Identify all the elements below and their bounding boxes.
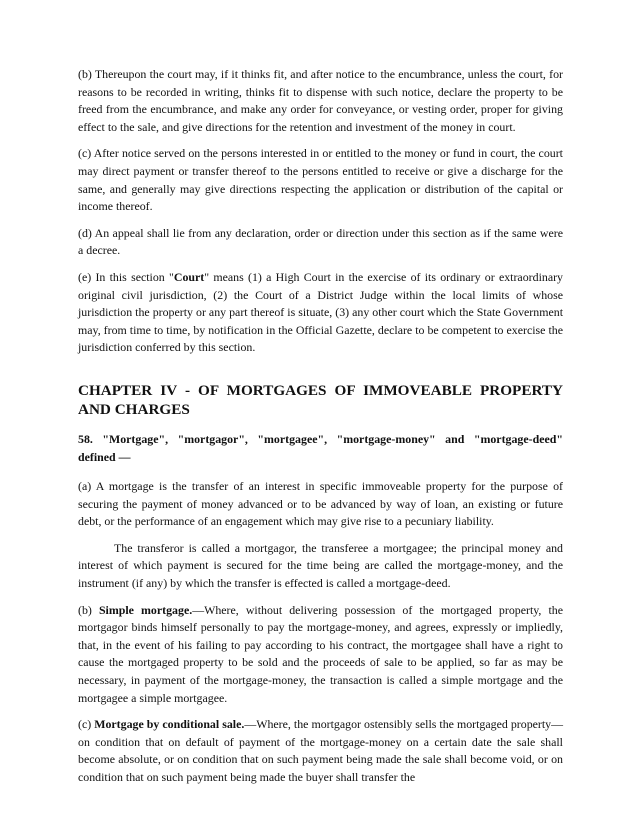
paragraph-58-c-rest: —Where, the mortgagor ostensibly sells the mortgaged property— on condition that on default of payment of the mortgage-money on a certain date the sale shall become absolute, or on condition that on such payment being made the sale shall become void, or on condition that on such payment being made the buyer shall transfer the <box>78 717 564 784</box>
paragraph-e-prefix: (e) In this section " <box>78 269 174 284</box>
simple-mortgage-term: Simple mortgage. <box>98 602 193 617</box>
conditional-sale-term: Mortgage by conditional sale. <box>94 717 245 732</box>
paragraph-58-c-conditional-sale <box>78 716 563 786</box>
paragraph-58-b-rest: —Where, without delivering possession of the mortgaged property, the mortgagor binds himself personally to pay the mortgage-money, and agrees, expressly or impliedly, that, in the event of his failing to pay according to his contract, the mortgagee shall have a right to cause the mortgaged property to be sold and the proceeds of sale to be applied, so far as may be necessary, in payment of the mortgage-money, the transaction is called a simple mortgage and the mortgagee a simple mortgagee. <box>78 602 563 705</box>
document-page <box>78 66 563 796</box>
chapter-title: CHAPTER IV - OF MORTGAGES OF IMMOVEABLE PROPERTY AND CHARGES <box>78 381 563 418</box>
paragraph-58-b-simple-mortgage <box>78 602 563 708</box>
paragraph-c-after-notice: (c) After notice served on the persons interested in or entitled to the money or fund in court, the court may direct payment or transfer thereof to the persons entitled to receive or give a discharge for the same, and generally may give directions respecting the application or distribution of the capital or income thereof. <box>78 146 563 214</box>
paragraph-58-b-prefix: (b) <box>78 602 99 617</box>
section-58-heading: 58. "Mortgage", "mortgagor", "mortgagee", "mortgage-money" and "mortgage-deed" defined — <box>78 431 563 464</box>
paragraph-b-thereupon: (b) Thereupon the court may, if it thinks fit, and after notice to the encumbrance, unless the court, for reasons to be recorded in writing, thinks fit to dispense with such notice, declare the property to be freed from the encumbrance, and make any order for conveyance, or vesting order, proper for giving effect to the sale, and give directions for the retention and investment of the money in court. <box>78 67 563 134</box>
court-term: Court <box>173 269 205 284</box>
paragraph-58-c-prefix: (c) <box>78 717 95 732</box>
paragraph-e-rest: " means (1) a High Court in the exercise of its ordinary or extraordinary original civil jurisdiction, (2) the Court of a District Judge within the local limits of whose jurisdiction the property or any part thereof is situate, (3) any other court which the State Government may, from time to time, by notification in the Official Gazette, declare to be competent to exercise the jurisdiction conferred by this section. <box>78 269 563 355</box>
paragraph-d-appeal: (d) An appeal shall lie from any declaration, order or direction under this section as if the same were a decree. <box>78 225 563 258</box>
paragraph-e-court-definition <box>78 269 563 357</box>
paragraph-58-a: (a) A mortgage is the transfer of an interest in specific immoveable property for the purpose of securing the payment of money advanced or to be advanced by way of loan, an existing or future debt, or the performance of an engagement which may give rise to a pecuniary liability. <box>78 479 563 529</box>
paragraph-58-transferor: The transferor is called a mortgagor, the transferee a mortgagee; the principal money and interest of which payment is secured for the time being are called the mortgage-money, and the instrument (if any) by which the transfer is effected is called a mortgage-deed. <box>78 540 563 591</box>
